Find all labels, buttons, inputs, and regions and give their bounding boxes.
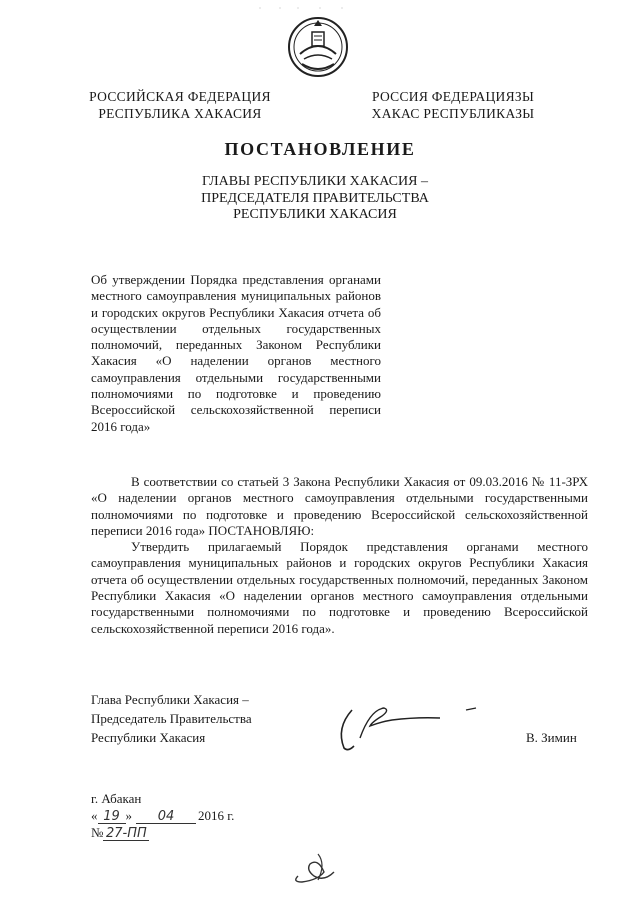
header-left-line1: РОССИЙСКАЯ ФЕДЕРАЦИЯ bbox=[89, 89, 271, 104]
subtitle-line1: ГЛАВЫ РЕСПУБЛИКИ ХАКАСИЯ – bbox=[202, 174, 428, 189]
subtitle-line2: ПРЕДСЕДАТЕЛЯ ПРАВИТЕЛЬСТВА bbox=[201, 190, 429, 206]
document-subtitle bbox=[150, 174, 480, 224]
document-subject: Об утверждении Порядка представления органами местного самоуправления муниципальных районов и городских округов Республики Хакасия отчета об осуществлении отдельных государственных полномочий, переданных Законом Республики Хакасия «О наделении органов местного самоуправления отдельными государственными полномочиями по подготовке и проведению Всероссийской сельскохозяйственной переписи 2016 года» bbox=[91, 272, 381, 434]
subtitle-line3: РЕСПУБЛИКИ ХАКАСИЯ bbox=[233, 207, 397, 222]
handwritten-signature bbox=[330, 698, 490, 754]
header-right-line1: РОССИЯ ФЕДЕРАЦИЯЗЫ bbox=[371, 89, 535, 104]
date-line bbox=[91, 807, 291, 824]
date-day: 19 bbox=[98, 810, 126, 824]
date-month: 04 bbox=[136, 810, 196, 824]
coat-of-arms-emblem bbox=[286, 14, 350, 80]
date-open-quote: « bbox=[91, 808, 98, 823]
body-paragraph: Утвердить прилагаемый Порядок представления органами местного самоуправления муниципальных районов и городских округов Республики Хакасия отчета об осуществлении отдельных государственных полномочий, переданных Законом Республики Хакасия «О наделении органов местного самоуправления отдельными государственными полномочиями по подготовке и проведению Всероссийской сельскохозяйственной переписи 2016 года». bbox=[91, 539, 588, 636]
document-number: 27-ПП bbox=[103, 827, 149, 841]
header-left-line2: РЕСПУБЛИКА ХАКАСИЯ bbox=[98, 106, 262, 121]
number-label: № bbox=[91, 825, 104, 840]
emblem-icon bbox=[286, 14, 350, 80]
signatory-line3: Республики Хакасия bbox=[91, 730, 206, 745]
scan-speckle-decoration bbox=[250, 5, 370, 11]
signatory-line1: Глава Республики Хакасия – bbox=[91, 692, 249, 707]
document-title: ПОСТАНОВЛЕНИЕ bbox=[224, 139, 416, 159]
document-place-date bbox=[91, 790, 291, 841]
date-year: 2016 г. bbox=[198, 808, 235, 823]
body-paragraph: В соответствии со статьей 3 Закона Республики Хакасия от 09.03.2016 № 11-ЗРХ «О наделении органов местного самоуправления отдельными государственными полномочиями по подготовке и проведению Всероссийской сельскохозяйственной переписи 2016 года» ПОСТАНОВЛЯЮ: bbox=[91, 474, 588, 538]
signatory-title bbox=[91, 690, 331, 747]
signatory-name: В. Зимин bbox=[526, 730, 577, 745]
city-label: г. Абакан bbox=[91, 791, 142, 806]
signatory-line2: Председатель Правительства bbox=[91, 711, 252, 726]
header-russian bbox=[80, 88, 280, 122]
date-close-quote: » bbox=[125, 808, 132, 823]
number-line bbox=[91, 824, 291, 841]
header-right-line2: ХАКАС РЕСПУБЛИКАЗЫ bbox=[371, 106, 535, 121]
document-body bbox=[91, 474, 588, 637]
initials-mark bbox=[286, 848, 346, 888]
header-khakas bbox=[358, 88, 548, 122]
